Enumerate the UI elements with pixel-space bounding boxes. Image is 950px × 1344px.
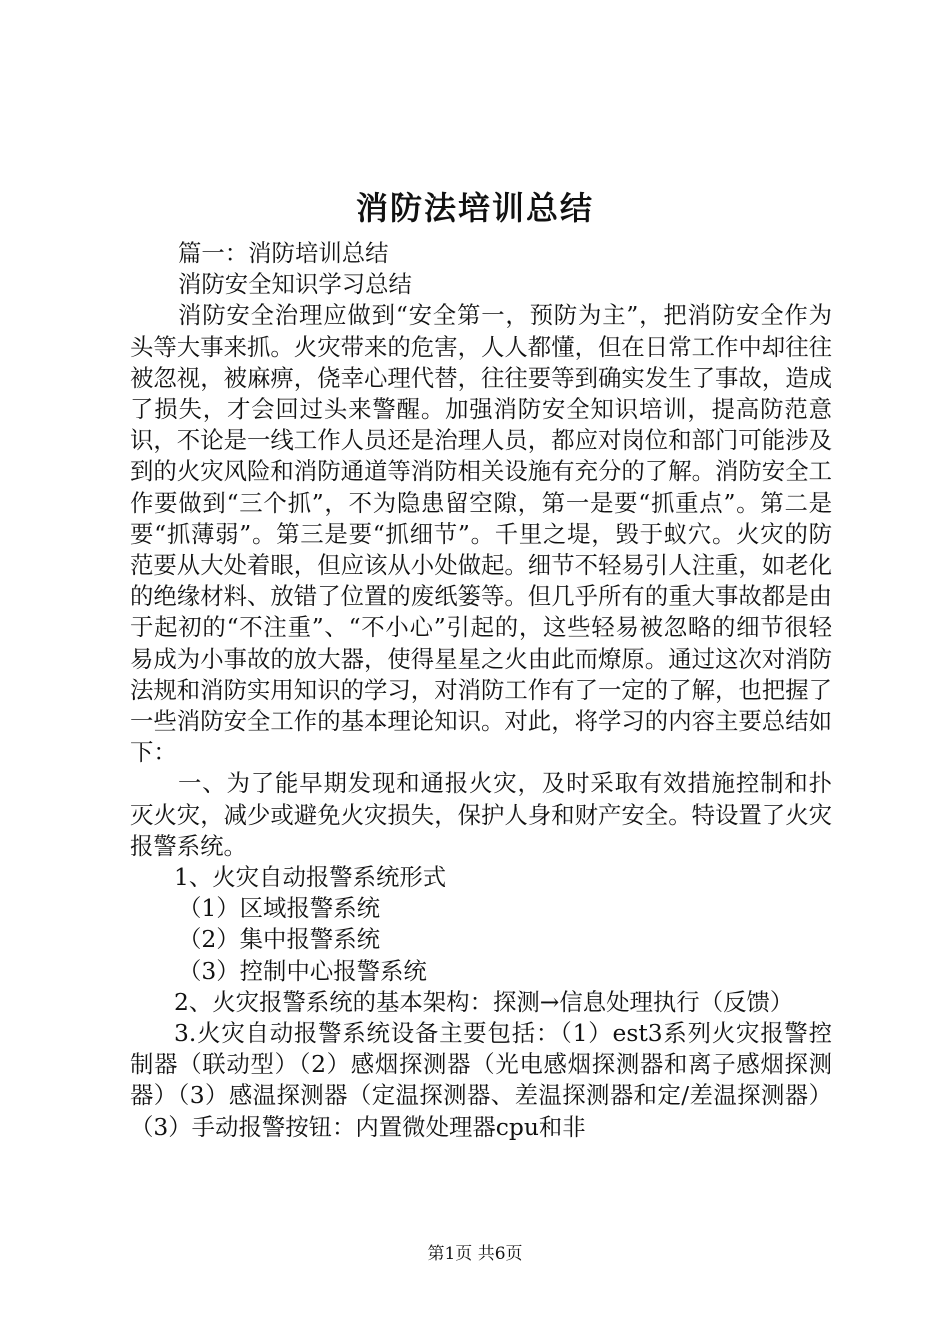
subsection-heading: 消防安全知识学习总结 xyxy=(178,270,412,299)
page-footer: 第1页 共6页 xyxy=(427,1244,523,1264)
list-item: （2）集中报警系统 xyxy=(178,925,381,954)
section-heading: 篇一：消防培训总结 xyxy=(178,239,389,267)
list-item: 3.火灾自动报警系统设备主要包括：（1）est3系列火灾报警控制器（联动型）（2）感烟探测器（光电感烟探测器和离子感烟探测器）（3）感温探测器（定温探测器、差温探测器和定/差温探测器）（3）手动报警按钮：内置微处理器cpu和非 xyxy=(130,1019,832,1141)
document-body xyxy=(130,238,832,1143)
list-item: （3）控制中心报警系统 xyxy=(178,956,427,985)
list-item: （1）区域报警系统 xyxy=(178,894,381,923)
body-paragraph: 消防安全治理应做到“安全第一，预防为主”，把消防安全作为头等大事来抓。火灾带来的危害，人人都懂，但在日常工作中却往往被忽视，被麻痹，侥幸心理代替，往往要等到确实发生了事故，造成了损失，才会回过头来警醒。加强消防安全知识培训，提高防范意识，不论是一线工作人员还是治理人员，都应对岗位和部门可能涉及到的火灾风险和消防通道等消防相关设施有充分的了解。消防安全工作要做到“三个抓”，不为隐患留空隙，第一是要“抓重点”。第二是要“抓薄弱”。第三是要“抓细节”。千里之堤，毁于蚁穴。火灾的防范要从大处着眼，但应该从小处做起。细节不轻易引人注重，如老化的绝缘材料、放错了位置的废纸篓等。但几乎所有的重大事故都是由于起初的“不注重”、“不小心”引起的，这些轻易被忽略的细节很轻易成为小事故的放大器，使得星星之火由此而燎原。通过这次对消防法规和消防实用知识的学习，对消防工作有了一定的了解，也把握了一些消防安全工作的基本理论知识。对此，将学习的内容主要总结如下： xyxy=(130,301,832,767)
body-paragraph: 一、为了能早期发现和通报火灾，及时采取有效措施控制和扑灭火灾，减少或避免火灾损失，保护人身和财产安全。特设置了火灾报警系统。 xyxy=(130,769,832,860)
page-title: 消防法培训总结 xyxy=(355,189,594,227)
list-item: 1、火灾自动报警系统形式 xyxy=(174,863,447,892)
list-item: 2、火灾报警系统的基本架构：探测→信息处理执行（反馈） xyxy=(174,987,794,1016)
